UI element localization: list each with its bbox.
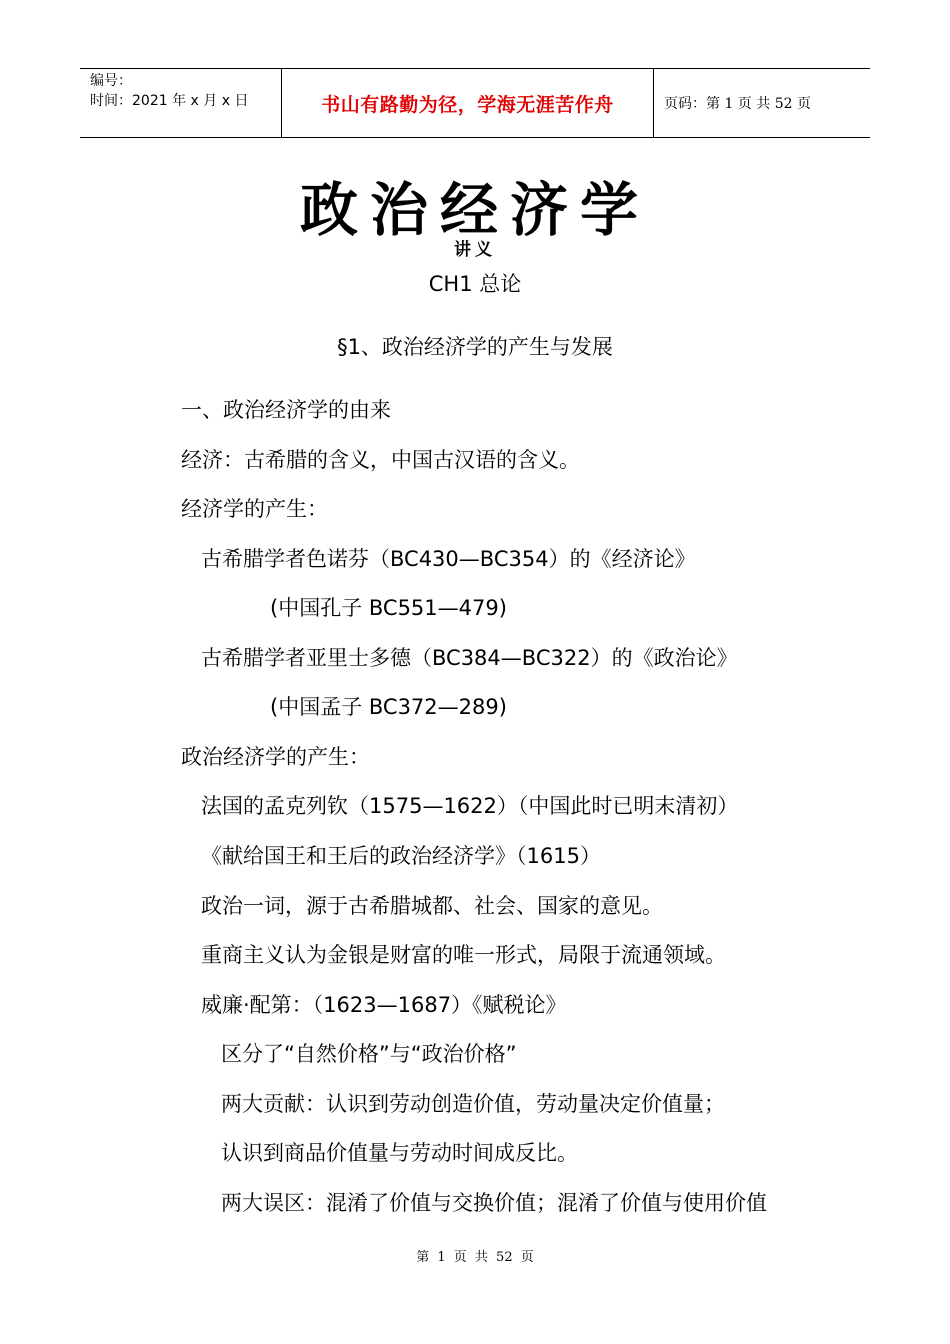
document-subtitle: 讲义 xyxy=(454,240,496,260)
paragraph-line: (中国孔子 BC551—479) xyxy=(270,596,507,620)
paragraph-line: 古希腊学者亚里士多德（BC384—BC322）的《政治论》 xyxy=(201,646,738,670)
paragraph-line: 两大贡献：认识到劳动创造价值，劳动量决定价值量； xyxy=(221,1092,725,1116)
paragraph-line: 经济：古希腊的含义，中国古汉语的含义。 xyxy=(181,448,580,472)
paragraph-line: 重商主义认为金银是财富的唯一形式，局限于流通领域。 xyxy=(201,943,726,967)
paragraph-line: 政治一词，源于古希腊城都、社会、国家的意见。 xyxy=(201,894,663,918)
paragraph-line: (中国孟子 BC372—289) xyxy=(270,695,507,719)
document-date-label: 时间：2021 年 x 月 x 日 xyxy=(90,93,249,109)
header-page-number: 页码：第 1 页 共 52 页 xyxy=(664,96,811,112)
paragraph-line: 区分了“自然价格”与“政治价格” xyxy=(221,1042,517,1066)
document-number-label: 编号： xyxy=(90,73,132,89)
paragraph-line: 法国的孟克列钦（1575—1622）（中国此时已明末清初） xyxy=(201,794,739,818)
paragraph-line: 经济学的产生： xyxy=(181,497,328,521)
paragraph-line: 政治经济学的产生： xyxy=(181,745,370,769)
page-footer: 第 1 页 共 52 页 xyxy=(416,1250,534,1265)
paragraph-line: 古希腊学者色诺芬（BC430—BC354）的《经济论》 xyxy=(201,547,696,571)
paragraph-line: 两大误区：混淆了价值与交换价值；混淆了价值与使用价值 xyxy=(221,1191,767,1215)
header-motto: 书山有路勤为径，学海无涯苦作舟 xyxy=(321,93,614,116)
header-meta-cell xyxy=(80,69,282,137)
header-motto-cell xyxy=(282,69,654,137)
chapter-heading: CH1 总论 xyxy=(428,272,522,296)
heading-origin: 一、政治经济学的由来 xyxy=(181,398,391,422)
paragraph-line: 《献给国王和王后的政治经济学》（1615） xyxy=(201,844,601,868)
section-heading: §1、政治经济学的产生与发展 xyxy=(337,335,613,359)
header-page-cell xyxy=(654,69,870,137)
paragraph-line: 认识到商品价值量与劳动时间成反比。 xyxy=(221,1141,578,1165)
document-title: 政治经济学 xyxy=(299,176,650,244)
document-header xyxy=(80,68,870,138)
paragraph-line: 威廉·配第：（1623—1687）《赋税论》 xyxy=(201,993,567,1017)
